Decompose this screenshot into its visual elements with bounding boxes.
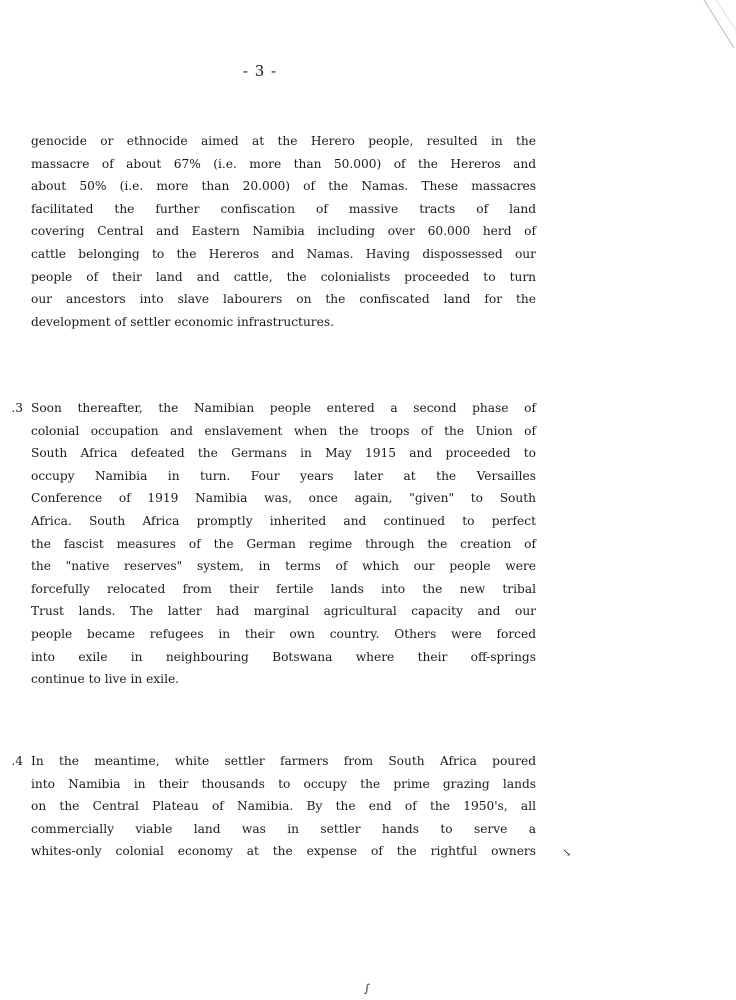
text-line: continue to live in exile. [31,672,180,687]
text-line: genocide or ethnocide aimed at the Herero people, resulted in the [31,134,536,148]
text-line: into exile in neighbouring Botswana where their off-springs [31,649,536,664]
text-line: Conference of 1919 Namibia was, once again, "given" to South [31,491,536,506]
paragraph-3 [11,397,536,691]
text-line: Africa. South Africa promptly inherited and continued to perfect [31,513,536,528]
text-line: colonial occupation and enslavement when the troops of the Union of [31,423,536,438]
text-line: cattle belonging to the Hereros and Namas. Having dispossessed our [31,246,536,261]
text-line: about 50% (i.e. more than 20.000) of the Namas. These massacres [31,179,536,194]
text-line: massacre of about 67% (i.e. more than 50.000) of the Hereros and [31,156,536,171]
text-line: the fascist measures of the German regime through the creation of [31,536,536,551]
text-line: on the Central Plateau of Namibia. By the end of the 1950's, all [31,799,536,814]
text-line: people of their land and cattle, the colonialists proceeded to turn [31,269,536,284]
arrow-mark: ↘ [562,846,572,859]
text-line: facilitated the further confiscation of massive tracts of land [31,201,536,216]
page-number: - 3 - [242,62,278,80]
text-line: occupy Namibia in turn. Four years later at the Versailles [31,468,536,483]
text-line: commercially viable land was in settler hands to serve a [31,821,536,836]
text-line: the "native reserves" system, in terms of which our people were [31,559,536,574]
text-line: our ancestors into slave labourers on the confiscated land for the [31,292,536,307]
scan-corner-mark [696,0,736,60]
paragraph-number: .4 [11,754,23,768]
paragraph-4 [11,750,536,863]
text-line: Soon thereafter, the Namibian people entered a second phase of [31,401,536,415]
text-line: In the meantime, white settler farmers from South Africa poured [31,754,536,768]
text-line: whites-only colonial economy at the expense of the rightful owners [31,844,536,859]
paragraph-continuation [31,130,536,333]
bottom-mark: ∫ [364,982,370,995]
text-line: South Africa defeated the Germans in May 1915 and proceeded to [31,446,536,461]
text-line: forcefully relocated from their fertile lands into the new tribal [31,581,536,596]
text-line: covering Central and Eastern Namibia including over 60.000 herd of [31,224,536,239]
text-line: people became refugees in their own country. Others were forced [31,626,536,641]
text-line: development of settler economic infrastructures. [31,314,334,329]
text-line: into Namibia in their thousands to occupy the prime grazing lands [31,776,536,791]
paragraph-number: .3 [11,401,23,415]
text-line: Trust lands. The latter had marginal agricultural capacity and our [31,604,536,619]
